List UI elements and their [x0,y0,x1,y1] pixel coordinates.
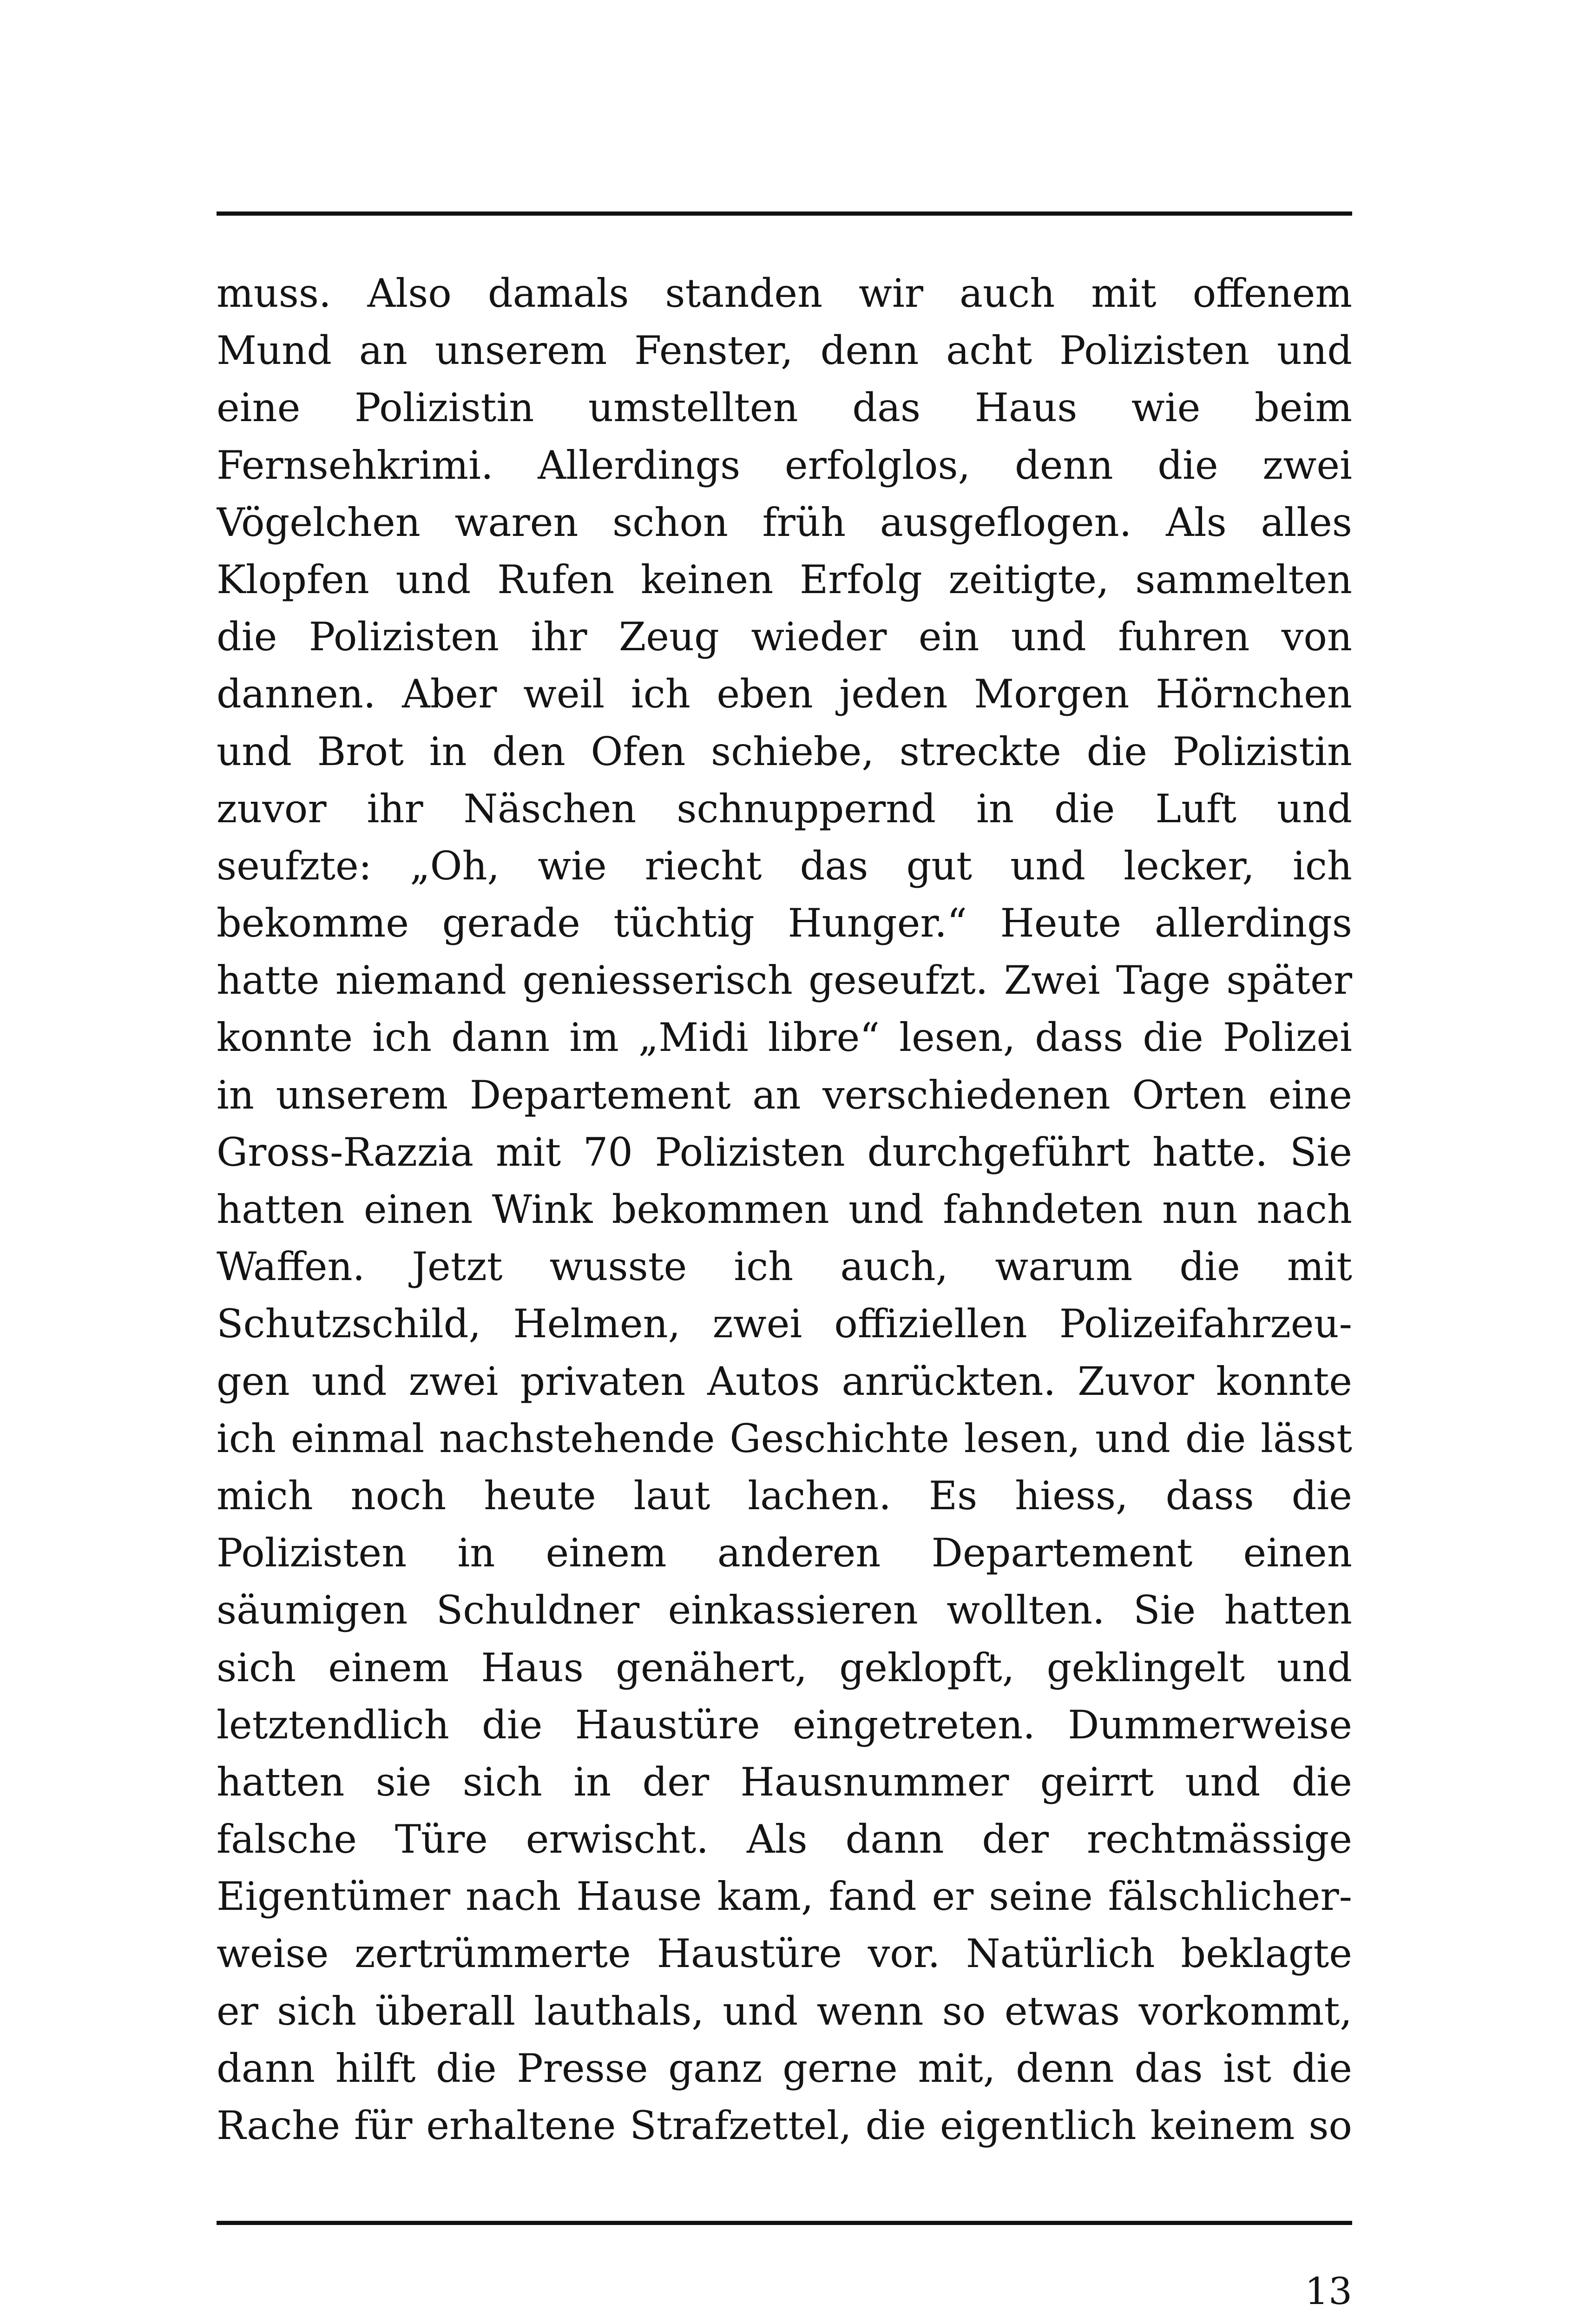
text-line: gen und zwei privaten Autos anrückten. Zuvor konnte [217,1358,1352,1404]
text-line: Rache für erhaltene Strafzettel, die eigentlich keinem so [217,2103,1352,2148]
text-line: Vögelchen waren schon früh ausgeflogen. Als alles [217,499,1352,545]
footer-rule [217,2221,1352,2225]
text-line: dann hilft die Presse ganz gerne mit, denn das ist die [217,2045,1352,2091]
text-line: Fernsehkrimi. Allerdings erfolglos, denn die zwei [217,442,1352,488]
text-line: ich einmal nachstehende Geschichte lesen, und die lässt [217,1415,1352,1461]
text-line: säumigen Schuldner einkassieren wollten. Sie hatten [217,1587,1352,1633]
text-line: mich noch heute laut lachen. Es hiess, dass die [217,1472,1352,1519]
text-line: und Brot in den Ofen schiebe, streckte die Polizistin [217,728,1352,774]
text-line: seufzte: „Oh, wie riecht das gut und lecker, ich [217,843,1352,889]
text-line: Gross-Razzia mit 70 Polizisten durchgeführt hatte. Sie [217,1129,1352,1175]
text-line: Klopfen und Rufen keinen Erfolg zeitigte, sammelten [217,556,1352,602]
text-line: Waffen. Jetzt wusste ich auch, warum die mit [217,1244,1352,1290]
text-line: zuvor ihr Näschen schnuppernd in die Luft und [217,786,1352,832]
header-rule [217,211,1352,216]
text-line: dannen. Aber weil ich eben jeden Morgen Hörnchen [217,671,1352,717]
text-line: falsche Türe erwischt. Als dann der rechtmässige [217,1816,1352,1862]
text-line: hatte niemand geniesserisch geseufzt. Zwei Tage später [217,957,1352,1004]
text-line: muss. Also damals standen wir auch mit offenem [217,271,1352,316]
text-line: Mund an unserem Fenster, denn acht Polizisten und [217,328,1352,374]
text-line: hatten einen Wink bekommen und fahndeten nun nach [217,1187,1352,1232]
text-line: in unserem Departement an verschiedenen Orten eine [217,1072,1352,1118]
body-text [217,265,1352,2154]
text-line: Polizisten in einem anderen Departement einen [217,1530,1352,1576]
page-number: 13 [1305,2270,1352,2313]
text-line: Eigentümer nach Hause kam, fand er seine fälschlicher- [217,1874,1352,1920]
text-line: eine Polizistin umstellten das Haus wie beim [217,385,1352,431]
text-line: sich einem Haus genähert, geklopft, geklingelt und [217,1644,1352,1690]
text-line: hatten sie sich in der Hausnummer geirrt und die [217,1759,1352,1805]
text-line: Schutzschild, Helmen, zwei offiziellen Polizeifahrzeu- [217,1301,1352,1347]
text-line: konnte ich dann im „Midi libre“ lesen, dass die Polizei [217,1015,1352,1061]
text-line: weise zertrümmerte Haustüre vor. Natürlich beklagte [217,1931,1352,1977]
text-line: die Polizisten ihr Zeug wieder ein und fuhren von [217,614,1352,660]
text-line: letztendlich die Haustüre eingetreten. Dummerweise [217,1702,1352,1748]
text-line: bekomme gerade tüchtig Hunger.“ Heute allerdings [217,900,1352,946]
text-line: er sich überall lauthals, und wenn so etwas vorkommt, [217,1988,1352,2034]
